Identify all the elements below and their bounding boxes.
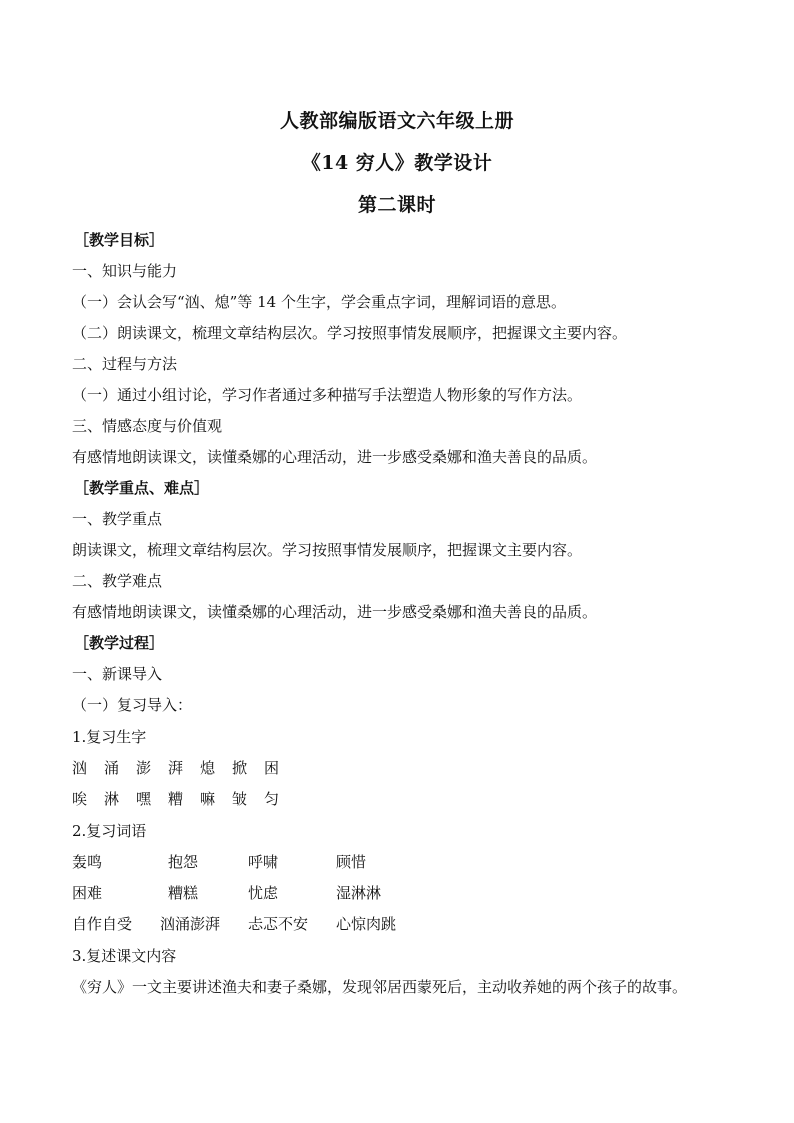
word-item: 自作自受 bbox=[72, 915, 133, 933]
char-item: 涌 bbox=[104, 759, 120, 777]
word-item: 心惊肉跳 bbox=[336, 915, 397, 933]
char-item: 淋 bbox=[104, 790, 120, 808]
word-item: 呼啸 bbox=[248, 853, 279, 871]
char-item: 汹 bbox=[72, 759, 88, 777]
word-item: 忐忑不安 bbox=[248, 915, 309, 933]
lesson-title: 《14 穷人》教学设计 bbox=[301, 152, 493, 174]
objective-process: 二、过程与方法 bbox=[72, 355, 178, 373]
objective-emotion-text: 有感情地朗读课文，读懂桑娜的心理活动，进一步感受桑娜和渔夫善良的品质。 bbox=[72, 448, 598, 466]
char-item: 糟 bbox=[168, 790, 184, 808]
word-item: 忧虑 bbox=[248, 884, 279, 902]
char-item: 唉 bbox=[72, 790, 88, 808]
word-item: 糟糕 bbox=[168, 884, 199, 902]
review-chars-label: 1.复习生字 bbox=[72, 728, 147, 746]
char-item: 掀 bbox=[232, 759, 248, 777]
char-item: 湃 bbox=[168, 759, 184, 777]
retell-label: 3.复述课文内容 bbox=[72, 947, 177, 965]
review-words-label: 2.复习词语 bbox=[72, 822, 147, 840]
objective-process-1: （一）通过小组讨论，学习作者通过多种描写手法塑造人物形象的写作方法。 bbox=[72, 386, 583, 404]
retell-text: 《穷人》一文主要讲述渔夫和妻子桑娜，发现邻居西蒙死后，主动收养她的两个孩子的故事。 bbox=[72, 978, 688, 996]
process-intro: 一、新课导入 bbox=[72, 665, 163, 683]
char-item: 澎 bbox=[136, 759, 152, 777]
char-item: 嘿 bbox=[136, 790, 152, 808]
word-item: 顾惜 bbox=[336, 853, 367, 871]
process-review-intro: （一）复习导入： bbox=[72, 696, 193, 714]
objective-knowledge-1: （一）会认会写“汹、熄”等 14 个生字，学会重点字词，理解词语的意思。 bbox=[72, 293, 566, 311]
difficult-point-label: 二、教学难点 bbox=[72, 572, 163, 590]
lesson-period: 第二课时 bbox=[357, 194, 436, 216]
difficult-point-text: 有感情地朗读课文，读懂桑娜的心理活动，进一步感受桑娜和渔夫善良的品质。 bbox=[72, 603, 598, 621]
objective-emotion: 三、情感态度与价值观 bbox=[72, 417, 223, 435]
key-points-heading: ［教学重点、难点］ bbox=[74, 479, 210, 497]
char-item: 困 bbox=[264, 759, 280, 777]
doc-title: 人教部编版语文六年级上册 bbox=[279, 110, 514, 132]
objective-knowledge: 一、知识与能力 bbox=[72, 262, 178, 280]
char-item: 匀 bbox=[264, 790, 280, 808]
char-item: 熄 bbox=[200, 759, 216, 777]
process-heading: ［教学过程］ bbox=[74, 634, 165, 652]
word-item: 湿淋淋 bbox=[336, 884, 382, 902]
key-point-label: 一、教学重点 bbox=[72, 510, 163, 528]
word-item: 轰鸣 bbox=[72, 853, 103, 871]
objective-knowledge-2: （二）朗读课文，梳理文章结构层次。学习按照事情发展顺序，把握课文主要内容。 bbox=[72, 324, 628, 342]
char-item: 皱 bbox=[232, 790, 248, 808]
objectives-heading: ［教学目标］ bbox=[74, 231, 165, 249]
word-item: 抱怨 bbox=[168, 853, 199, 871]
word-item: 困难 bbox=[72, 884, 103, 902]
word-item: 汹涌澎湃 bbox=[160, 915, 221, 933]
char-item: 嘛 bbox=[200, 790, 216, 808]
key-point-text: 朗读课文，梳理文章结构层次。学习按照事情发展顺序，把握课文主要内容。 bbox=[72, 541, 583, 559]
